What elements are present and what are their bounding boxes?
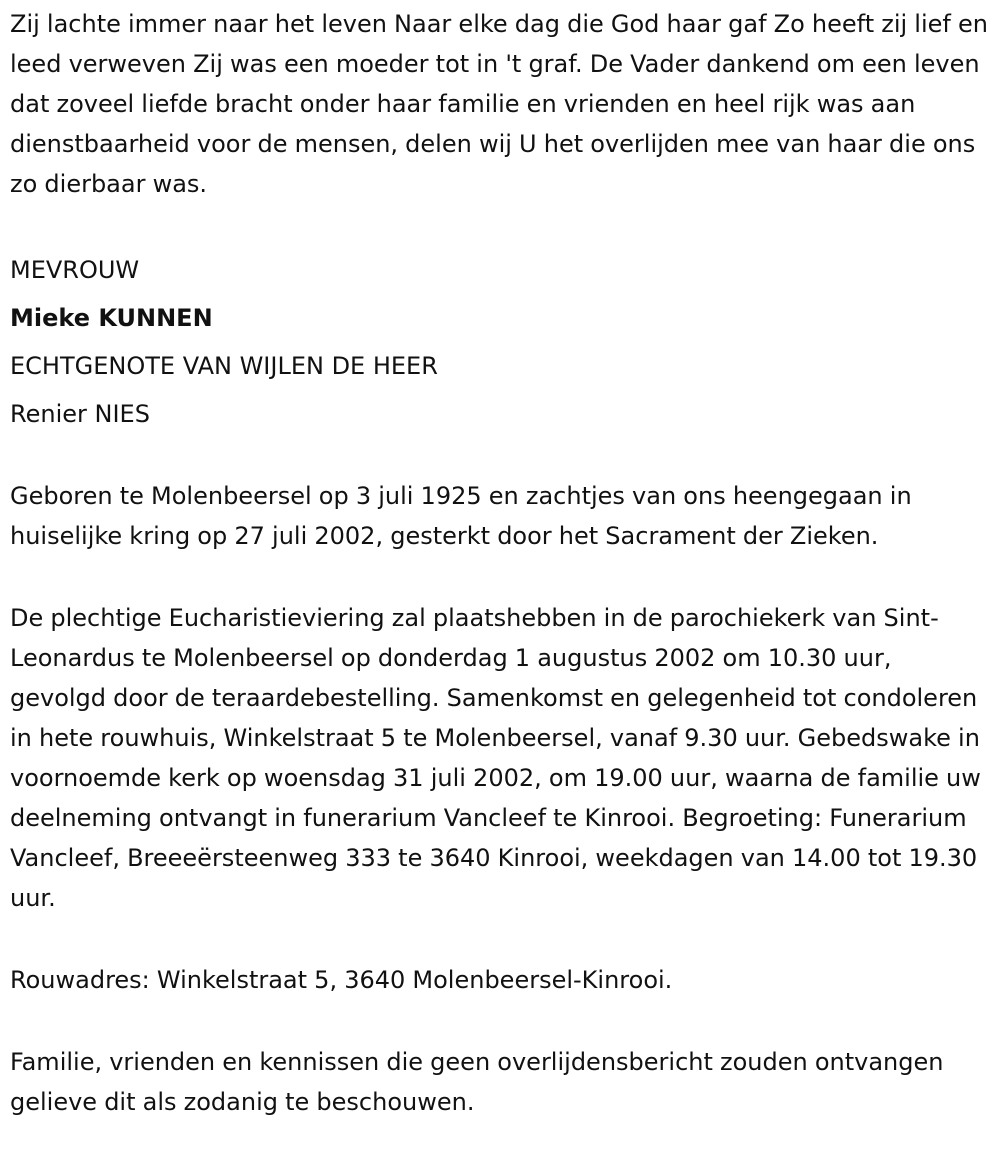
relation-line: ECHTGENOTE VAN WIJLEN DE HEER xyxy=(10,352,438,380)
honorific-title: MEVROUW xyxy=(10,256,140,284)
spacer xyxy=(10,1000,990,1042)
address-paragraph: Rouwadres: Winkelstraat 5, 3640 Molenbeersel-Kinrooi. xyxy=(10,966,673,994)
birth-death-paragraph: Geboren te Molenbeersel op 3 juli 1925 en zachtjes van ons heengegaan in huiselijke kring op 27 juli 2002, gesterkt door het Sacrament der Zieken. xyxy=(10,482,912,550)
intro-paragraph: Zij lachte immer naar het leven Naar elke dag die God haar gaf Zo heeft zij lief en leed verweven Zij was een moeder tot in 't graf. De Vader dankend om een leven dat zoveel liefde bracht onder haar familie en vrienden en heel rijk was aan dienstbaarheid voor de mensen, delen wij U het overlijden mee van haar die ons zo dierbaar was. xyxy=(10,10,988,198)
spacer xyxy=(10,438,990,476)
spacer xyxy=(10,556,990,598)
spacer xyxy=(10,204,990,246)
deceased-name: Mieke KUNNEN xyxy=(10,304,213,332)
spouse-name: Renier NIES xyxy=(10,400,150,428)
ceremony-paragraph: De plechtige Eucharistieviering zal plaatshebben in de parochiekerk van Sint-Leonardus te Molenbeersel op donderdag 1 augustus 2002 om 10.30 uur, gevolgd door de teraardebestelling. Samenkomst en gelegenheid tot condoleren in hete rouwhuis, Winkelstraat 5 te Molenbeersel, vanaf 9.30 uur. Gebedswake in voornoemde kerk op woensdag 31 juli 2002, om 19.00 uur, waarna de familie uw deelneming ontvangt in funerarium Vancleef te Kinrooi. Begroeting: Funerarium Vancleef, Breeeërsteenweg 333 te 3640 Kinrooi, weekdagen van 14.00 tot 19.30 uur. xyxy=(10,604,981,912)
spacer xyxy=(10,918,990,960)
closing-paragraph: Familie, vrienden en kennissen die geen overlijdensbericht zouden ontvangen gelieve dit als zodanig te beschouwen. xyxy=(10,1048,944,1116)
